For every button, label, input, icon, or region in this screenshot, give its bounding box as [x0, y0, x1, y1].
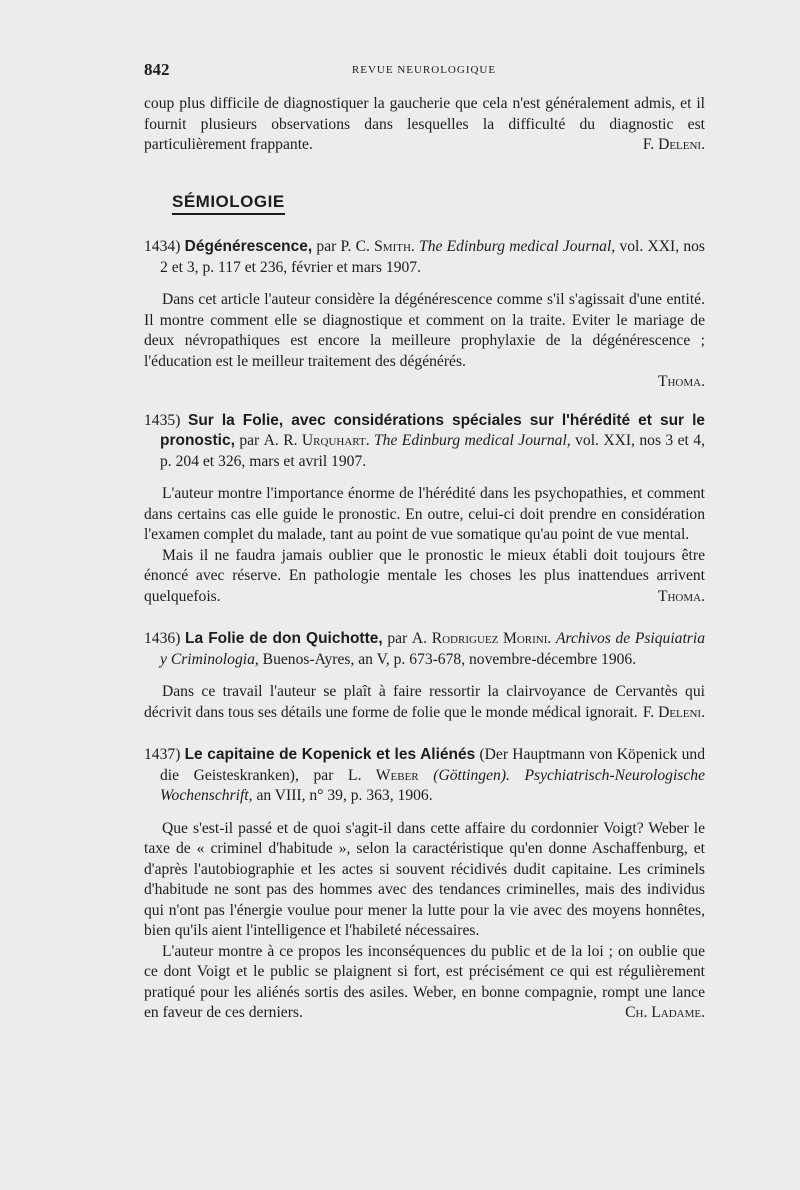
intro-text: coup plus difficile de diagnostiquer la gaucherie que cela n'est généralement admis, et il fournit plusieurs observations dans lesquelles la difficulté du diagnostic est particulièrement frappante.: [144, 95, 705, 153]
entry-body: [144, 682, 705, 723]
entry-heading: [144, 629, 705, 670]
page-content: [144, 94, 705, 1024]
entry-journal: The Edinburg medical Journal,: [374, 432, 571, 449]
entry-title: Dégénérescence,: [184, 238, 313, 255]
entry-heading: [144, 411, 705, 473]
entry-paragraph: L'auteur montre l'importance énorme de l'hérédité dans les psychopathies, et comment dans certains cas elle guide le pronostic. En outre, celui-ci doit prendre en considération l'examen complet du malade, tant au point de vue somatique qu'au point de vue mental.: [144, 485, 705, 543]
entry-paragraph: Que s'est-il passé et de quoi s'agit-il dans cette affaire du cordonnier Voigt? Weber le taxe de « criminel d'habitude », selon la caractéristique qu'en donne Aschaffenburg, et d'après l'autobiographie et les actes si souvent récidivés dudit capitaine. Les criminels d'habitude ne sont pas des hommes avec des tendances criminelles, mais des individus qui n'ont pas l'énergie voulue pour mener la lutte pour la vie avec des moyens honnêtes, bien qu'ils aient l'intelligence et l'habileté nécessaires.: [144, 819, 705, 939]
entry-paragraph: Mais il ne faudra jamais oublier que le pronostic le mieux établi doit toujours être énoncé avec réserve. En pathologie mentale les choses les plus inattendues arrivent quelquefois.: [144, 546, 705, 605]
entry-body: [144, 819, 705, 1024]
entry-signature-line: [144, 587, 705, 608]
entry-details: vol. XXI, nos 2 et 3, p. 117 et 236, février et mars 1907.: [160, 238, 705, 276]
entry-signature: F. Deleni.: [642, 703, 705, 721]
entry-signature: Ch. Ladame.: [625, 1004, 705, 1021]
entry-by: par: [239, 432, 260, 449]
entry-author: P. C. Smith.: [340, 238, 415, 255]
entry-by: par: [387, 630, 408, 647]
entry-journal: Archivos de Psiquiatria y Criminologia,: [160, 630, 705, 668]
entry-number: 1435): [144, 411, 181, 429]
section-title: SÉMIOLOGIE: [172, 192, 285, 216]
entry-by: (Der Hauptmann von Köpenick und die Geisteskranken), par: [160, 746, 705, 784]
entry-title: Le capitaine de Kopenick et les Aliénés: [184, 746, 476, 763]
entry-author: L. Weber: [348, 766, 419, 784]
entry-author: A. Rodriguez Morini.: [411, 630, 552, 647]
entry-journal: (Göttingen). Psychiatrisch-Neurologische Wochenschrift,: [160, 766, 705, 804]
entry-author: A. R. Urquhart.: [263, 432, 370, 449]
entry-paragraph: L'auteur montre à ce propos les inconséquences du public et de la loi ; on oublie que ce dont Voigt et le public se plaignent si fort, est précisément ce qui est régulièrement pratiqué pour les aliénés sortis des asiles. Weber, en bonne compagnie, rompt une lance en faveur de ces derniers.: [144, 942, 705, 1021]
abstract-entry-1436: [144, 629, 705, 723]
entry-number: 1436): [144, 630, 181, 647]
entry-body: [144, 290, 705, 393]
entry-journal: The Edinburg medical Journal,: [419, 238, 616, 255]
entry-paragraph: Dans cet article l'auteur considère la dégénérescence comme s'il s'agissait d'une entité. Il montre comment elle se diagnostique et comment on la traite. Eviter le mariage de deux névropathiques est encore la meilleure prophylaxie de la dégénérescence ; l'éducation est le meilleur traitement des dégénérés.: [144, 291, 705, 370]
abstract-entry-1437: [144, 745, 705, 1024]
entry-number: 1434): [144, 238, 181, 255]
entry-details: vol. XXI, nos 3 et 4, p. 204 et 326, mars et avril 1907.: [160, 432, 705, 470]
entry-signature: Thoma.: [657, 373, 705, 390]
entry-paragraph: Dans ce travail l'auteur se plaît à faire ressortir la clairvoyance de Cervantès qui décrivit dans tous ses détails une forme de folie que le monde médical ignorait.: [144, 683, 705, 721]
page-number: 842: [144, 60, 170, 79]
entry-signature: Thoma.: [657, 587, 705, 605]
intro-signature: F. Deleni.: [642, 136, 705, 153]
entry-heading: [144, 745, 705, 807]
abstract-entry-1435: [144, 411, 705, 608]
abstract-entry-1434: [144, 237, 705, 393]
entry-heading: [144, 237, 705, 278]
entry-details: an VIII, n° 39, p. 363, 1906.: [256, 787, 433, 804]
entry-body: [144, 484, 705, 607]
entry-number: 1437): [144, 746, 181, 763]
page-header: [144, 60, 704, 82]
running-head: REVUE NEUROLOGIQUE: [351, 64, 497, 76]
entry-signature-line: [144, 372, 705, 393]
entry-title: La Folie de don Quichotte,: [185, 630, 383, 647]
entry-title: Sur la Folie, avec considérations spéciales sur l'hérédité et sur le pronostic,: [160, 411, 705, 449]
entry-by: par: [316, 238, 337, 255]
entry-details: Buenos-Ayres, an V, p. 673-678, novembre-décembre 1906.: [262, 650, 637, 668]
